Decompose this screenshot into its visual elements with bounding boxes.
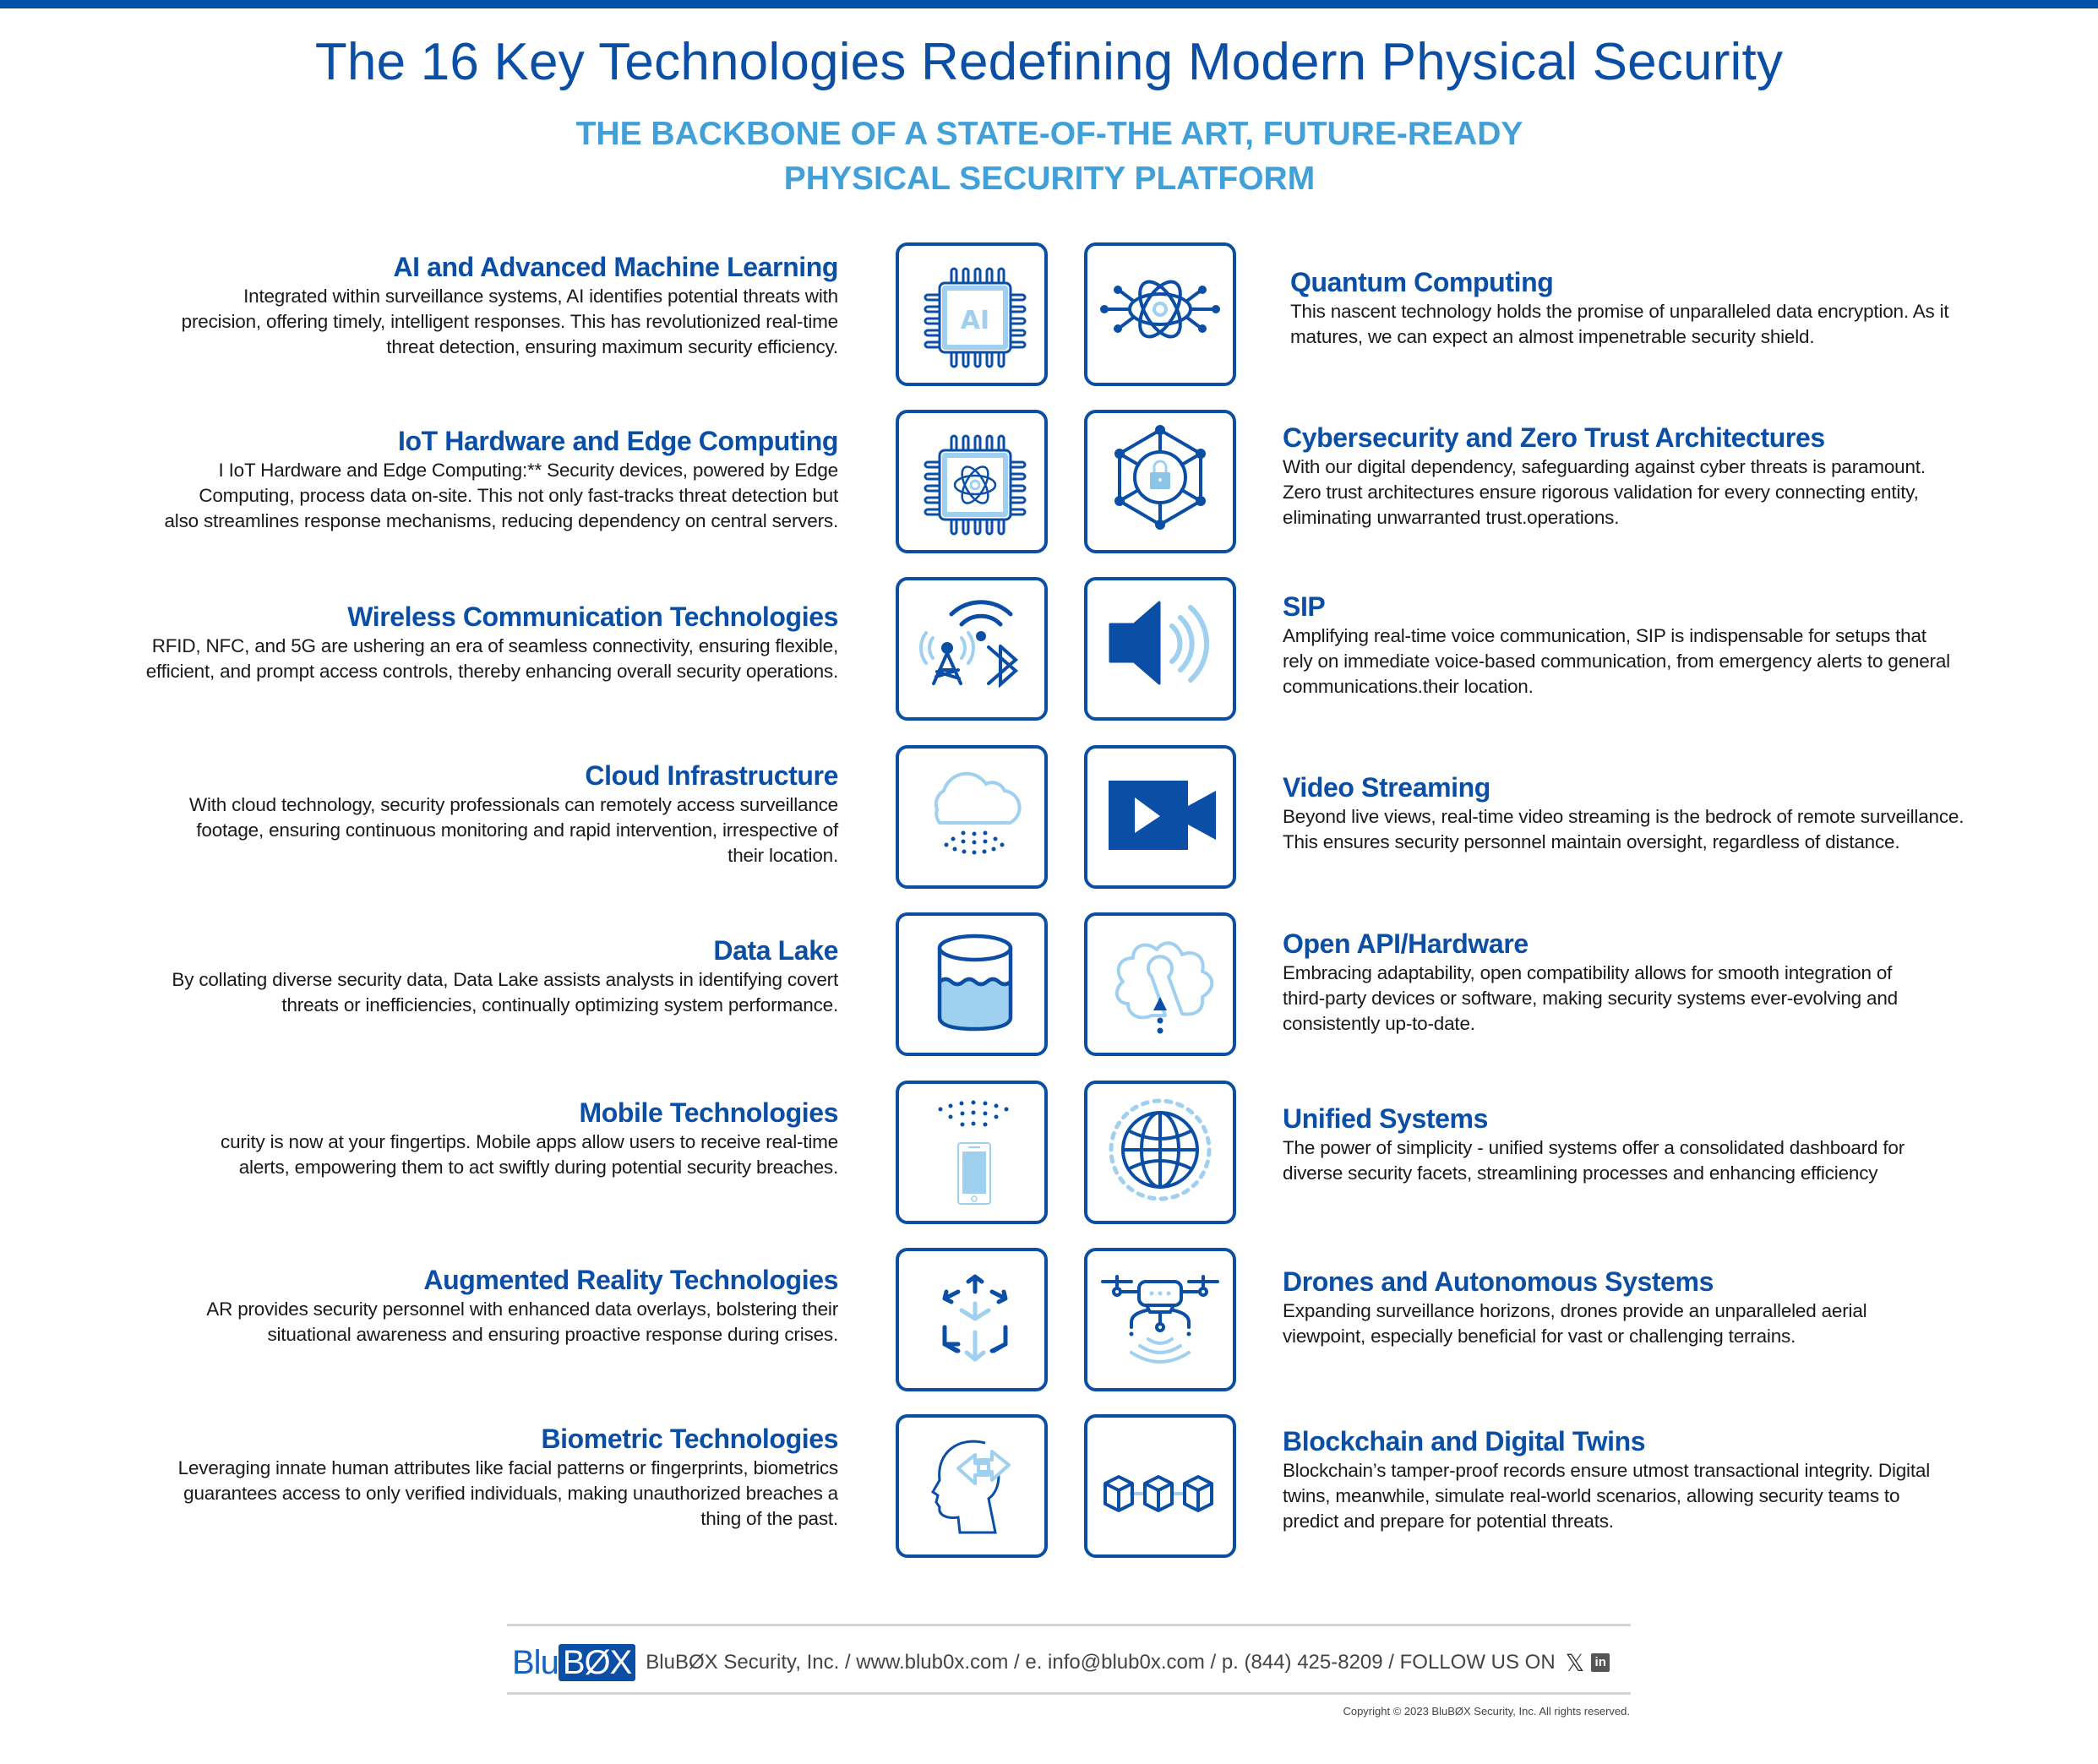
tech-item-video-streaming: [1283, 770, 2060, 855]
tech-desc-line: Blockchain’s tamper-proof records ensure utmost transactional integrity. Digital: [1283, 1460, 1931, 1481]
tech-desc-line: footage, ensuring continuous monitoring and rapid intervention, irrespective of: [196, 819, 838, 841]
tech-desc-line: eliminating unwarranted trust.operations.: [1283, 507, 1620, 528]
tech-desc-line: The power of simplicity - unified systems offer a consolidated dashboard for: [1283, 1137, 1905, 1158]
tech-desc-line: diverse security facets, streamlining processes and enhancing efficiency: [1283, 1162, 1878, 1184]
linkedin-icon[interactable]: in: [1591, 1653, 1610, 1672]
footer-divider-bottom: [507, 1692, 1631, 1695]
tech-item-ai: [61, 250, 838, 360]
tech-item-mobile: [61, 1096, 838, 1180]
ar-cube-icon: [896, 1248, 1048, 1391]
logo-box-text: BØX: [559, 1644, 635, 1681]
x-twitter-icon[interactable]: 𝕏: [1565, 1649, 1585, 1676]
tech-desc-line: Beyond live views, real-time video streaming is the bedrock of remote surveillance.: [1283, 806, 1964, 827]
blubox-logo[interactable]: [512, 1644, 635, 1681]
tech-item-wireless: [61, 600, 838, 684]
tech-desc-line: By collating diverse security data, Data Lake assists analysts in identifying covert: [172, 969, 838, 990]
tech-title: SIP: [1283, 591, 1326, 622]
tech-desc-line: consistently up-to-date.: [1283, 1013, 1475, 1034]
tech-title: Biometric Technologies: [541, 1424, 838, 1454]
logo-blu-text: Blu: [512, 1643, 559, 1681]
footer-bar: [512, 1644, 1610, 1681]
tech-title: Cloud Infrastructure: [585, 760, 838, 791]
video-camera-icon: [1084, 745, 1236, 889]
tech-item-iot: [61, 424, 838, 534]
tech-desc-line: third-party devices or software, making security systems ever-evolving and: [1283, 988, 1898, 1009]
page-subtitle: [0, 112, 2098, 201]
tech-title: IoT Hardware and Edge Computing: [398, 426, 838, 456]
ai-chip-icon: [896, 242, 1048, 386]
tech-desc-line: This nascent technology holds the promise of unparalleled data encryption. As it: [1290, 301, 1949, 322]
tech-item-drones: [1283, 1265, 2060, 1349]
tech-desc-line: precision, offering timely, intelligent responses. This has revolutionized real-time: [181, 311, 838, 332]
tech-item-blockchain: [1283, 1424, 2060, 1534]
tech-title: Cybersecurity and Zero Trust Architectures: [1283, 422, 1825, 453]
tech-desc-line: thing of the past.: [700, 1508, 838, 1529]
biometric-head-icon: [896, 1414, 1048, 1558]
tech-title: Blockchain and Digital Twins: [1283, 1426, 1646, 1456]
speaker-icon: [1084, 577, 1236, 721]
subtitle-line-1: THE BACKBONE OF A STATE-OF-THE ART, FUTURE-READY: [575, 116, 1523, 152]
tech-desc-line: threats or inefficiencies, continually optimizing system performance.: [281, 994, 838, 1015]
tech-desc-line: matures, we can expect an almost impenetrable security shield.: [1290, 326, 1815, 347]
tech-item-data-lake: [61, 934, 838, 1018]
tech-desc-line: With our digital dependency, safeguarding against cyber threats is paramount.: [1283, 456, 1926, 477]
tech-item-biometric: [61, 1422, 838, 1532]
tech-title: Augmented Reality Technologies: [423, 1265, 838, 1295]
tech-item-unified: [1283, 1102, 2060, 1186]
page-title: The 16 Key Technologies Redefining Modern Physical Security: [314, 33, 1784, 91]
open-source-gear-icon: [1084, 912, 1236, 1056]
social-links: [1566, 1649, 1610, 1677]
tech-desc-line: communications.their location.: [1283, 676, 1534, 697]
wireless-icon: [896, 577, 1048, 721]
tech-item-quantum: [1290, 265, 2068, 350]
tech-title: Video Streaming: [1283, 772, 1490, 803]
tech-item-ar: [61, 1263, 838, 1348]
tech-desc-line: Zero trust architectures ensure rigorous validation for every connecting entity,: [1283, 482, 1919, 503]
svg-text:AI: AI: [960, 306, 990, 335]
tech-desc-line: Computing, process data on-site. This not only fast-tracks threat detection but: [199, 485, 838, 506]
subtitle-line-2: PHYSICAL SECURITY PLATFORM: [783, 161, 1316, 197]
tech-desc-line: Leveraging innate human attributes like facial patterns or fingerprints, biometrics: [177, 1457, 838, 1478]
drone-icon: [1084, 1248, 1236, 1391]
tech-title: Data Lake: [713, 935, 838, 966]
tech-desc-line: This ensures security personnel maintain oversight, regardless of distance.: [1283, 831, 1900, 852]
top-accent-bar: [0, 0, 2098, 8]
tech-title: Mobile Technologies: [579, 1097, 838, 1128]
tech-desc-line: Amplifying real-time voice communication, SIP is indispensable for setups that: [1283, 625, 1926, 646]
tech-title: Drones and Autonomous Systems: [1283, 1266, 1714, 1297]
tech-title: Wireless Communication Technologies: [347, 602, 838, 632]
globe-icon: [1084, 1081, 1236, 1224]
footer-contact: BluBØX Security, Inc. / www.blub0x.com / e. info@blub0x.com / p. (844) 425-8209 / FOLLOW US ON: [646, 1651, 1556, 1674]
tech-desc-line: curity is now at your fingertips. Mobile apps allow users to receive real-time: [221, 1131, 838, 1152]
quantum-atom-icon: [1084, 242, 1236, 386]
tech-title: Quantum Computing: [1290, 267, 1554, 297]
tech-desc-line: With cloud technology, security professionals can remotely access surveillance: [188, 794, 838, 815]
tech-desc-line: Embracing adaptability, open compatibility allows for smooth integration of: [1283, 962, 1893, 983]
tech-item-sip: [1283, 590, 2060, 700]
tech-desc-line: RFID, NFC, and 5G are ushering an era of seamless connectivity, ensuring flexible,: [151, 635, 838, 656]
iot-chip-icon: [896, 410, 1048, 553]
tech-desc-line: alerts, empowering them to act swiftly during potential security breaches.: [238, 1157, 838, 1178]
tech-desc-line: situational awareness and ensuring proactive response during crises.: [267, 1324, 838, 1345]
footer-divider-top: [507, 1624, 1631, 1626]
tech-desc-line: I IoT Hardware and Edge Computing:** Security devices, powered by Edge: [218, 460, 838, 481]
tech-title: Unified Systems: [1283, 1103, 1488, 1134]
cloud-icon: [896, 745, 1048, 889]
cyber-lock-icon: [1084, 410, 1236, 553]
tech-desc-line: efficient, and prompt access controls, thereby enhancing overall security operations.: [145, 661, 838, 682]
tech-item-cloud: [61, 759, 838, 868]
tech-desc-line: guarantees access to only verified individuals, making unauthorized breaches a: [183, 1483, 838, 1504]
tech-desc-line: rely on immediate voice-based communication, from emergency alerts to general: [1283, 651, 1950, 672]
tech-item-cybersecurity: [1283, 421, 2060, 531]
tech-desc-line: their location.: [727, 845, 838, 866]
tech-desc-line: AR provides security personnel with enhanced data overlays, bolstering their: [206, 1298, 838, 1320]
data-lake-icon: [896, 912, 1048, 1056]
tech-desc-line: viewpoint, especially beneficial for vast or challenging terrains.: [1283, 1326, 1796, 1347]
tech-desc-line: Integrated within surveillance systems, AI identifies potential threats with: [243, 286, 838, 307]
mobile-icon: [896, 1081, 1048, 1224]
tech-desc-line: also streamlines response mechanisms, reducing dependency on central servers.: [164, 510, 838, 531]
tech-desc-line: threat detection, ensuring maximum security efficiency.: [386, 336, 838, 357]
tech-desc-line: predict and prepare for potential threats.: [1283, 1511, 1614, 1532]
tech-title: Open API/Hardware: [1283, 928, 1529, 959]
copyright-text: Copyright © 2023 BluBØX Security, Inc. All rights reserved.: [1343, 1705, 1630, 1718]
tech-desc-line: Expanding surveillance horizons, drones provide an unparalleled aerial: [1283, 1300, 1867, 1321]
tech-title: AI and Advanced Machine Learning: [393, 252, 838, 282]
blockchain-icon: [1084, 1414, 1236, 1558]
tech-item-open-api: [1283, 927, 2060, 1037]
tech-desc-line: twins, meanwhile, simulate real-world scenarios, allowing security teams to: [1283, 1485, 1900, 1506]
